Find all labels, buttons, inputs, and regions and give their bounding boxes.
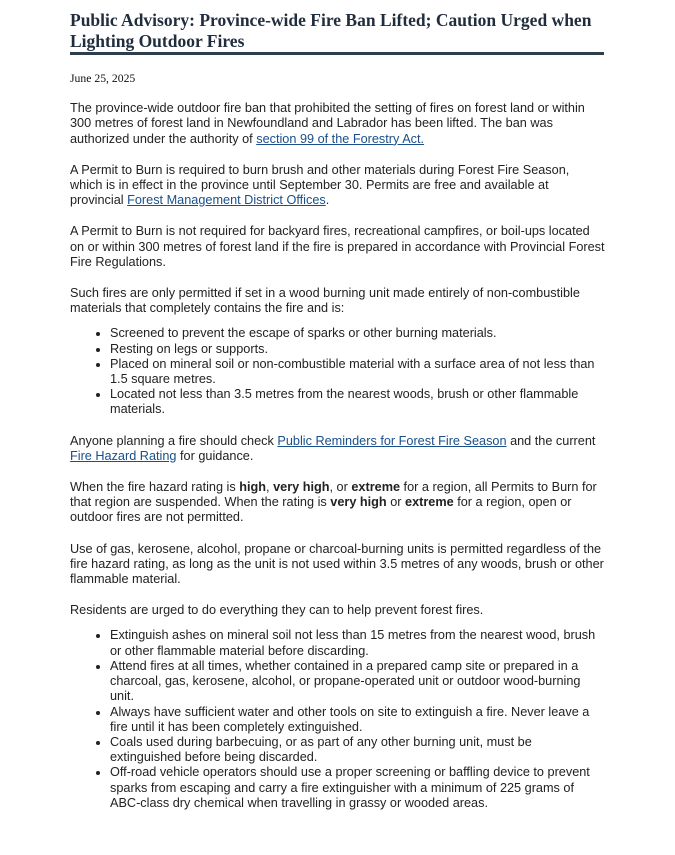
publish-date: June 25, 2025 xyxy=(70,72,136,85)
paragraph-text: Anyone planning a fire should check xyxy=(70,433,278,448)
list-item: • Coals used during barbecuing, or as part of any other burning unit, must be extinguished before being discarded. xyxy=(110,735,605,765)
paragraph-text: The province-wide outdoor fire ban that prohibited the setting of fires on forest land or within 300 metres of forest land in Newfoundland and Labrador has been lifted. The ban was authorized under the authority of xyxy=(70,101,585,146)
paragraph-text: , or xyxy=(329,480,352,495)
paragraph-permit-not-required: A Permit to Burn is not required for backyard fires, recreational campfires, or boil-ups located on or within 300 metres of forest land if the fire is prepared in accordance with Provincial Forest Fire Regulations. xyxy=(70,224,605,269)
public-reminders-link[interactable]: Public Reminders for Forest Fire Season xyxy=(277,433,507,448)
conditions-list xyxy=(70,326,605,417)
rating-high: high xyxy=(239,480,267,495)
paragraph-permit-required xyxy=(70,163,605,209)
rating-very-high: very high xyxy=(330,495,387,510)
forestry-act-link[interactable]: section 99 of the Forestry Act. xyxy=(256,131,425,146)
list-item: • Screened to prevent the escape of sparks or other burning materials. xyxy=(110,326,605,341)
paragraph-residents-urged: Residents are urged to do everything they can to help prevent forest fires. xyxy=(70,603,484,618)
advisory-document xyxy=(70,10,605,827)
paragraph-text: . xyxy=(325,193,330,208)
paragraph-permitted-conditions: Such fires are only permitted if set in a wood burning unit made entirely of non-combustible materials that completely contains the fire and is: xyxy=(70,286,580,316)
prevention-list xyxy=(70,628,605,810)
paragraph-fuel-units: Use of gas, kerosene, alcohol, propane or charcoal-burning units is permitted regardless of the fire hazard rating, as long as the unit is not used within 3.5 metres of any woods, brush or other flammable material. xyxy=(70,541,604,587)
paragraph-text: , xyxy=(266,480,274,495)
list-item: • Attend fires at all times, whether contained in a prepared camp site or prepared in a charcoal, gas, kerosene, alcohol, or propane-operated unit or outdoor wood-burning unit. xyxy=(110,659,605,705)
fire-hazard-rating-link[interactable]: Fire Hazard Rating xyxy=(70,448,177,463)
paragraph-text: for a region, open or outdoor fires are not permitted. xyxy=(70,495,572,525)
list-item: • Extinguish ashes on mineral soil not less than 15 metres from the nearest wood, brush or other flammable material before discarding. xyxy=(110,628,605,658)
paragraph-text: for guidance. xyxy=(176,448,254,463)
list-item: • Placed on mineral soil or non-combustible material with a surface area of not less than 1.5 square metres. xyxy=(110,357,605,387)
paragraph-text: A Permit to Burn is required to burn brush and other materials during Forest Fire Season, which is in effect in the province until September 30. Permits are free and available at provincial xyxy=(70,162,570,208)
list-item: • Resting on legs or supports. xyxy=(110,342,605,357)
paragraph-text: for a region, all Permits to Burn for that region are suspended. When the rating is xyxy=(70,480,597,510)
list-item: • Off-road vehicle operators should use a proper screening or baffling device to prevent sparks from escaping and carry a fire extinguisher with a minimum of 225 grams of ABC-class dry chemical when travelling in grassy or wooded areas. xyxy=(110,765,605,811)
paragraph-text: or xyxy=(386,495,406,510)
rating-extreme: extreme xyxy=(351,480,401,495)
list-item: • Located not less than 3.5 metres from the nearest woods, brush or other flammable materials. xyxy=(110,387,605,417)
page-title: Public Advisory: Province-wide Fire Ban Lifted; Caution Urged when Lighting Outdoor Fires xyxy=(70,10,604,55)
district-offices-link[interactable]: Forest Management District Offices xyxy=(127,193,326,208)
paragraph-fire-ban-lifted xyxy=(70,101,605,147)
paragraph-text: When the fire hazard rating is xyxy=(70,480,240,495)
paragraph-text: and the current xyxy=(506,433,596,448)
rating-very-high: very high xyxy=(273,480,330,495)
paragraph-hazard-rating xyxy=(70,480,605,526)
rating-extreme: extreme xyxy=(405,495,454,510)
list-item: • Always have sufficient water and other tools on site to extinguish a fire. Never leave a fire until it has been completely extinguished. xyxy=(110,705,605,735)
paragraph-guidance xyxy=(70,434,605,464)
